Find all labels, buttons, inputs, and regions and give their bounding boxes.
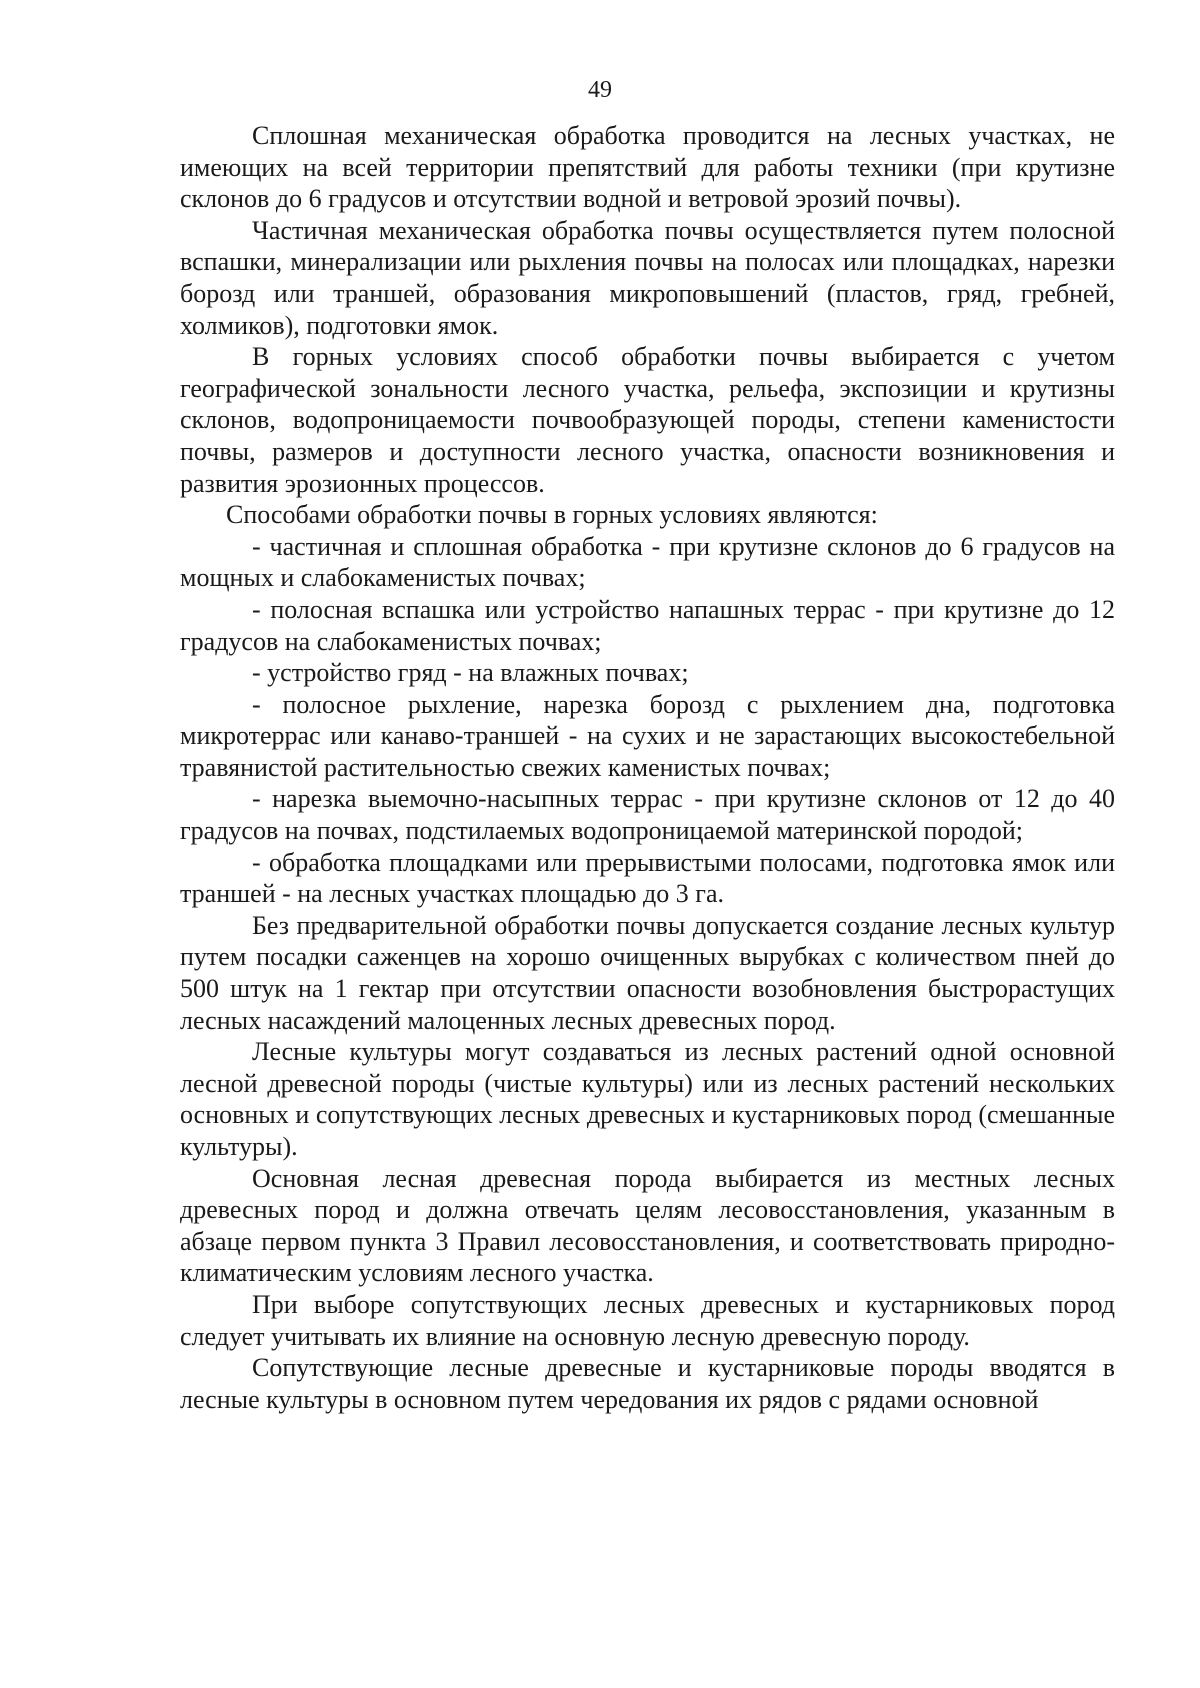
list-item: - полосное рыхление, нарезка борозд с рыхлением дна, подготовка микротеррас или канаво-траншей - на сухих и не зарастающих высокостебельной травянистой растительностью свежих каменистых почвах; bbox=[180, 689, 1115, 782]
paragraph-companion-species-rows: Сопутствующие лесные древесные и кустарниковые породы вводятся в лесные культуры в основном путем чередования их рядов с рядами основной bbox=[180, 1353, 1115, 1414]
paragraph-companion-species-selection: При выборе сопутствующих лесных древесных и кустарниковых пород следует учитывать их влияние на основную лесную древесную породу. bbox=[180, 1289, 1115, 1351]
paragraph-continuous-treatment: Сплошная механическая обработка проводится на лесных участках, не имеющих на всей территории препятствий для работы техники (при крутизне склонов до 6 градусов и отсутствии водной и ветровой эрозий почвы). bbox=[180, 121, 1115, 214]
list-item: - обработка площадками или прерывистыми полосами, подготовка ямок или траншей - на лесных участках площадью до 3 га. bbox=[180, 847, 1115, 909]
paragraph-main-species: Основная лесная древесная порода выбирается из местных лесных древесных пород и должна отвечать целям лесовосстановления, указанным в абзаце первом пункта 3 Правил лесовосстановления, и соответствовать природно-климатическим условиям лесного участка. bbox=[180, 1163, 1115, 1288]
paragraph-methods-intro: Способами обработки почвы в горных условиях являются: bbox=[226, 500, 878, 530]
paragraph-mountain-conditions: В горных условиях способ обработки почвы выбирается с учетом географической зональности лесного участка, рельефа, экспозиции и крутизны склонов, водопроницаемости почвообразующей породы, степени каменистости почвы, размеров и доступности лесного участка, опасности возникновения и развития эрозионных процессов. bbox=[180, 342, 1115, 498]
list-item: - частичная и сплошная обработка - при крутизне склонов до 6 градусов на мощных и слабокаменистых почвах; bbox=[180, 531, 1115, 593]
paragraph-no-pretreatment: Без предварительной обработки почвы допускается создание лесных культур путем посадки саженцев на хорошо очищенных вырубках с количеством пней до 500 штук на 1 гектар при отсутствии опасности возобновления быстрорастущих лесных насаждений малоценных лесных древесных пород. bbox=[180, 910, 1115, 1035]
list-item: - устройство гряд - на влажных почвах; bbox=[252, 658, 689, 688]
document-body bbox=[180, 120, 1115, 1415]
paragraph-forest-cultures: Лесные культуры могут создаваться из лесных растений одной основной лесной древесной породы (чистые культуры) или из лесных растений нескольких основных и сопутствующих лесных древесных и кустарниковых пород (смешанные культуры). bbox=[180, 1037, 1115, 1161]
list-item: - нарезка выемочно-насыпных террас - при крутизне склонов от 12 до 40 градусов на почвах, подстилаемых водопроницаемой материнской породой; bbox=[180, 784, 1115, 846]
list-item: - полосная вспашка или устройство напашных террас - при крутизне до 12 градусов на слабокаменистых почвах; bbox=[180, 594, 1115, 656]
paragraph-partial-treatment: Частичная механическая обработка почвы осуществляется путем полосной вспашки, минерализации или рыхления почвы на полосах или площадках, нарезки борозд или траншей, образования микроповышений (пластов, гряд, гребней, холмиков), подготовки ямок. bbox=[180, 215, 1115, 340]
page-number: 49 bbox=[588, 77, 612, 103]
